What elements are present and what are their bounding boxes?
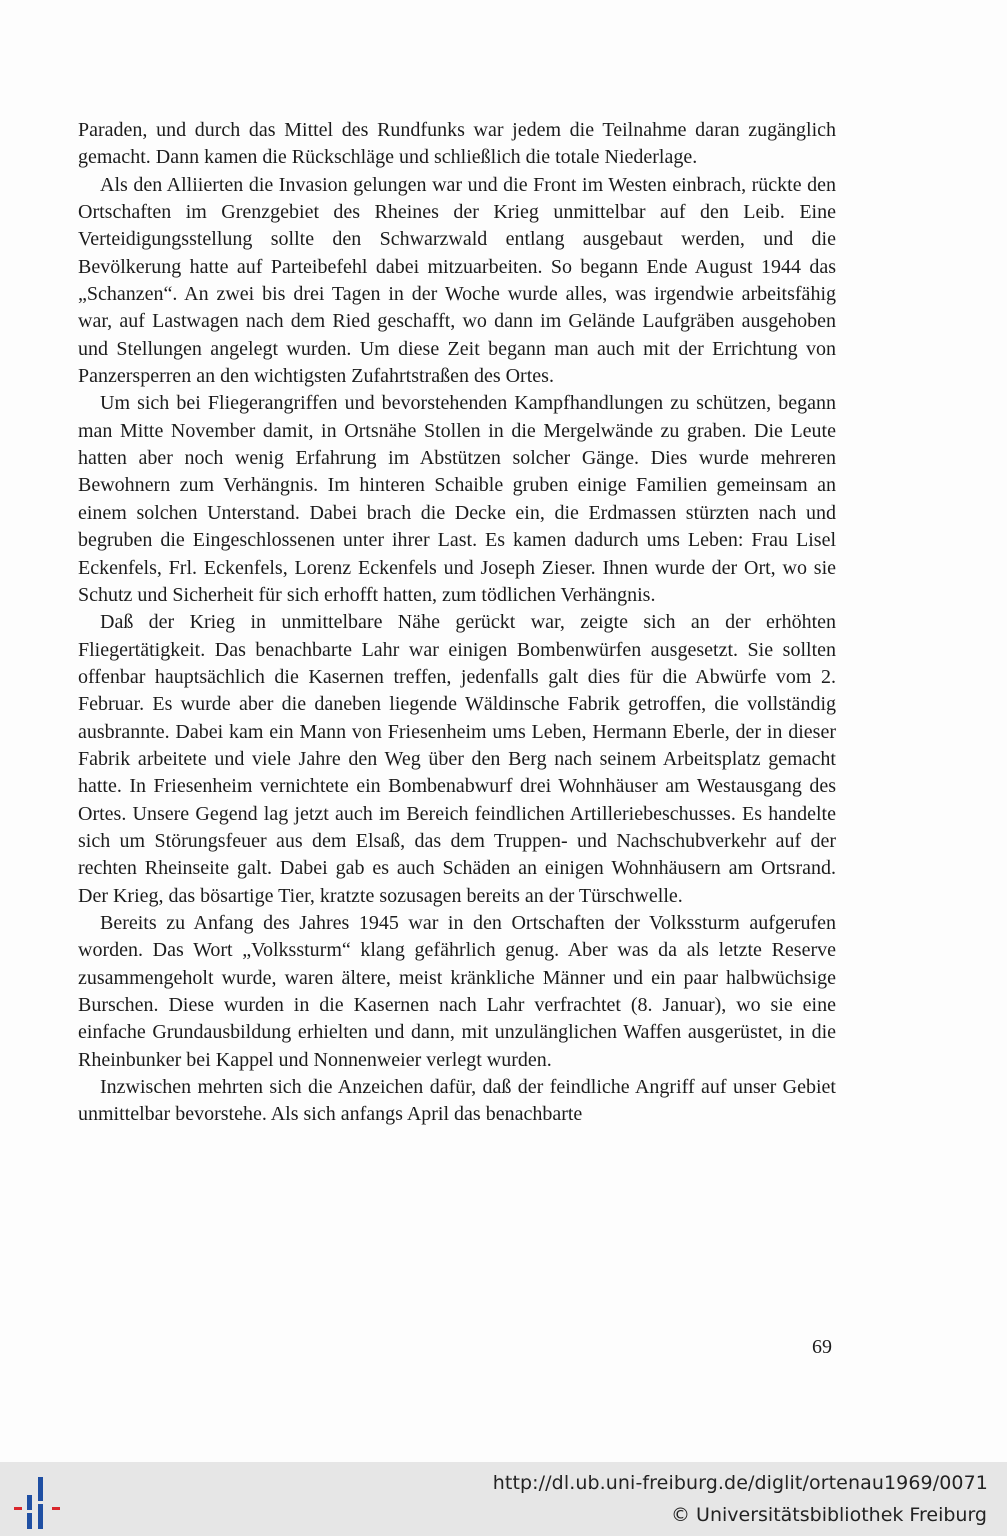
- copyright-text: © Universitätsbibliothek Freiburg: [671, 1504, 987, 1526]
- permalink-url[interactable]: http://dl.ub.uni-freiburg.de/diglit/ortenau1969/0071: [492, 1472, 988, 1494]
- paragraph: Inzwischen mehrten sich die Anzeichen dafür, daß der feindliche Angriff auf unser Gebiet unmittelbar bevorstehe. Als sich anfangs April das benachbarte: [78, 1076, 836, 1126]
- paragraph: Paraden, und durch das Mittel des Rundfunks war jedem die Teilnahme daran zugänglich gemacht. Dann kamen die Rückschläge und schließlich die totale Niederlage.: [78, 119, 836, 169]
- body-text: [78, 117, 836, 1129]
- ub-freiburg-logo-icon[interactable]: [10, 1473, 66, 1529]
- viewer-footer: [0, 1462, 1007, 1536]
- page-number: 69: [812, 1336, 832, 1358]
- paragraph: Bereits zu Anfang des Jahres 1945 war in den Ortschaften der Volkssturm aufgerufen worden. Das Wort „Volkssturm“ klang gefährlich genug. Aber was da als letzte Reserve zusammengeholt wurde, waren ältere, meist kränkliche Männer und ein paar halbwüchsige Burschen. Diese wurden in die Kasernen nach Lahr verfrachtet (8. Januar), wo sie eine einfache Grundausbildung erhielten und dann, mit unzulänglichen Waffen ausgerüstet, in die Rheinbunker bei Kappel und Nonnenweier verlegt wurden.: [78, 911, 836, 1071]
- paragraph: Als den Alliierten die Invasion gelungen war und die Front im Westen einbrach, rückte den Ortschaften im Grenzgebiet des Rheines der Krieg unmittelbar auf den Leib. Eine Verteidigungsstellung sollte den Schwarzwald entlang ausgebaut werden, und die Bevölkerung hatte auf Parteibefehl dabei mitzuarbeiten. So begann Ende August 1944 das „Schanzen“. An zwei bis drei Tagen in der Woche wurde alles, was irgendwie arbeitsfähig war, auf Lastwagen nach dem Ried geschafft, wo dann im Gelände Laufgräben ausgehoben und Stellungen angelegt wurden. Um diese Zeit begann man auch mit der Errichtung von Panzersperren an den wichtigsten Zufahrtstraßen des Ortes.: [78, 173, 836, 388]
- paragraph: Daß der Krieg in unmittelbare Nähe gerückt war, zeigte sich an der erhöhten Fliegertätigkeit. Das benachbarte Lahr war einigen Bombenwürfen ausgesetzt. Sie sollten offenbar hauptsächlich die Kasernen treffen, jedenfalls galt dies für die Abwürfe vom 2. Februar. Es wurde aber die daneben liegende Wäldinsche Fabrik getroffen, die vollständig ausbrannte. Dabei kam ein Mann von Friesenheim ums Leben, Hermann Eberle, der in dieser Fabrik arbeitete und viele Jahre den Weg über den Berg nach seinem Arbeitsplatz gemacht hatte. In Friesenheim vernichtete ein Bombenabwurf drei Wohnhäuser am Westausgang des Ortes. Unsere Gegend lag jetzt auch im Bereich feindlichen Artilleriebeschusses. Es handelte sich um Störungsfeuer aus dem Elsaß, das dem Truppen- und Nachschubverkehr auf der rechten Rheinseite galt. Dabei gab es auch Schäden an einigen Wohnhäusern am Ortsrand. Der Krieg, das bösartige Tier, kratzte sozusagen bereits an der Türschwelle.: [78, 611, 836, 907]
- paragraph: Um sich bei Fliegerangriffen und bevorstehenden Kampfhandlungen zu schützen, begann man Mitte November damit, in Ortsnähe Stollen in die Mergelwände zu graben. Die Leute hatten aber noch wenig Erfahrung im Abstützen solcher Gänge. Dies wurde mehreren Bewohnern zum Verhängnis. Im hinteren Schaible gruben einige Familien gemeinsam an einem solchen Unterstand. Dabei brach die Decke ein, die Erdmassen stürzten nach und begruben die Eingeschlossenen unter ihrer Last. Es kamen dadurch ums Leben: Frau Lisel Eckenfels, Frl. Eckenfels, Lorenz Eckenfels und Joseph Zieser. Ihnen wurde der Ort, wo sie Schutz und Sicherheit für sich erhofft hatten, zum tödlichen Verhängnis.: [78, 392, 836, 606]
